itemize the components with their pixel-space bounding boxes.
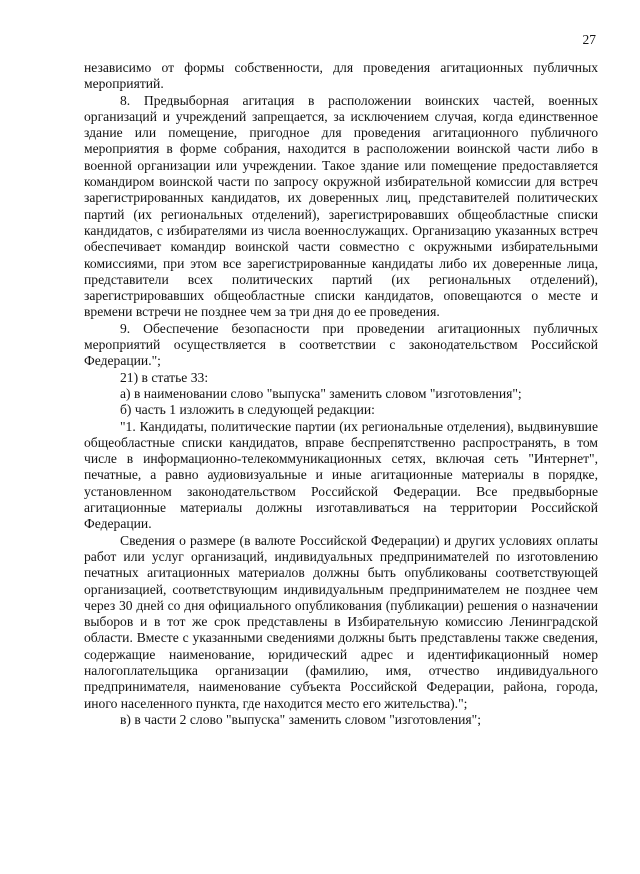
paragraph-subitem-v: в) в части 2 слово "выпуска" заменить словом "изготовления"; [120, 711, 481, 727]
page-number: 27 [582, 32, 596, 47]
paragraph-item-8: 8. Предвыборная агитация в расположении воинских частей, военных организаций и учреждений запрещается, за исключением случая, когда единственное здание или помещение, пригодное для проведения агитационного публичного мероприятия в форме собрания, находится в расположении воинской части либо в военной организации или учреждении. Такое здание или помещение предоставляется командиром воинской части по запросу окружной избирательной комиссии для встреч зарегистрированных кандидатов, их доверенных лиц, представителей политических партий (их региональных отделений), зарегистрировавших общеобластные списки кандидатов, с избирателями из числа военнослужащих. Организацию указанных встреч обеспечивает командир воинской части совместно с окружными избирательными комиссиями, при этом все зарегистрированные кандидаты либо их доверенные лица, представители всех политических партий (их региональных отделений), зарегистрировавших общеобластные списки кандидатов, оповещаются о месте и времени встречи не позднее чем за три дня до ее проведения. [84, 92, 598, 320]
paragraph-size-info: Сведения о размере (в валюте Российской Федерации) и других условиях оплаты работ или услуг организаций, индивидуальных предпринимателей по изготовлению печатных агитационных материалов должны быть опубликованы соответствующей организацией, соответствующим индивидуальным предпринимателем не позднее чем через 30 дней со дня официального опубликования (публикации) решения о назначении выборов и в тот же срок представлены в Избирательную комиссию Ленинградской области. Вместе с указанными сведениями должны быть представлены также сведения, содержащие наименование, юридический адрес и идентификационный номер налогоплательщика организации (фамилию, имя, отчество индивидуального предпринимателя, наименование субъекта Российской Федерации, района, города, иного населенного пункта, где находится место его жительства)."; [84, 532, 598, 711]
paragraph-item-9: 9. Обеспечение безопасности при проведении агитационных публичных мероприятий осуществляется в соответствии с законодательством Российской Федерации."; [84, 320, 598, 369]
paragraph-part-1: "1. Кандидаты, политические партии (их региональные отделения), выдвинувшие общеобластные списки кандидатов, вправе беспрепятственно распространять, в том числе в информационно-телекоммуникационных сетях, включая сеть "Интернет", печатные, а равно аудиовизуальные и иные агитационные материалы в порядке, установленном законодательством Российской Федерации. Все предвыборные агитационные материалы должны изготавливаться на территории Российской Федерации. [84, 418, 598, 532]
paragraph-subitem-a: а) в наименовании слово "выпуска" заменить словом "изготовления"; [120, 385, 522, 401]
document-body [84, 60, 598, 728]
paragraph-continuation: независимо от формы собственности, для проведения агитационных публичных мероприятий. [84, 60, 598, 92]
paragraph-article-33: 21) в статье 33: [120, 369, 209, 385]
paragraph-subitem-b: б) часть 1 изложить в следующей редакции: [120, 402, 375, 418]
